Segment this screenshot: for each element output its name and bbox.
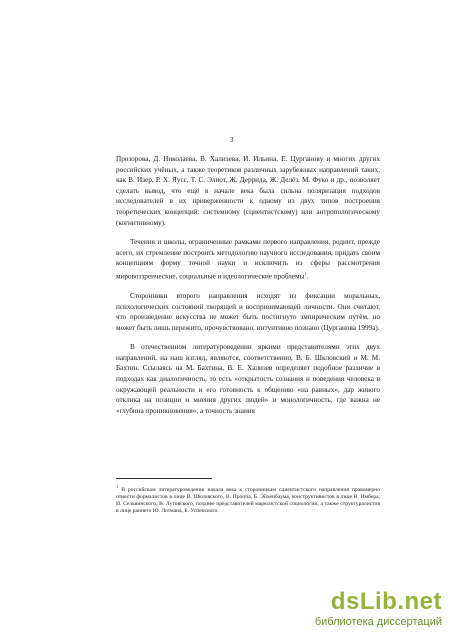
watermark-subtitle: библиотека диссертаций xyxy=(314,616,442,628)
paragraph-2: Течения и школы, ограниченные рамками первого направления, роднит, прежде всего, их стремление построить методологию научного исследования, придать своим концепциям форму точной науки и исключить из сферы рассмотрения мировоззренческие, социальные и идеологические проблемы$^1$. xyxy=(116,238,380,281)
footnote-divider xyxy=(116,478,212,479)
footnote-text: В российском литературоведении начала века к сторонникам сциентистского направления правомерно отнести формалистов в лице В. Шкловского, В. Проппа, Б. Эйхенбаума, конструктивистов в лице В. Имбера, И. Сельвинского, В. Лутовского, позднее представителей марксистской социологии, а также структуралистов в лице раннего Ю. Лотмана, Б. Успенского. xyxy=(116,486,380,515)
paragraph-2-text: Течения и школы, ограниченные рамками первого направления, роднит, прежде всего, их стремление построить методологию научного исследования, придать своим концепциям форму точной науки и исключить из сферы рассмотрения мировоззренческие, социальные и идеологические проблемы xyxy=(116,238,380,281)
watermark-brand: dsLib.net xyxy=(330,588,442,615)
page-number: 3 xyxy=(230,136,234,144)
footnote xyxy=(116,483,380,516)
watermark-logo xyxy=(242,588,442,630)
footnote-marker: 1 xyxy=(116,484,119,489)
paragraph-1: Прозорова, Д. Николаева, В. Хализева, И. Ильина, Е. Цургановy и многих других российских учёных, а также теоретиков различных зарубежных направлений таких, как В. Изер, Р. Х. Яусс, Т. С. Элиот, Ж. Деррида, Ж. Делёз, М. Фуко и др., позволяет сделать вывод, что ещё в начале века была сильна поляризация подходов исследователей в их приверженности к одному из двух типов построения теоретических концепций: системному (сциентистскому) или антропологическому (когнитивному). xyxy=(116,155,380,227)
body-text xyxy=(116,154,380,425)
paragraph-3: Сторонники второго направления исходят из фиксации моральных, психологических состояний творящей и воспринимающей личности. Они считают, что произведение искусства не может быть постигнуто эмпирическим путём, но может быть лишь пережито, прочувствовано, интуитивно познано (Цурганова 1999а). xyxy=(116,291,380,332)
footnote-reference: 1 xyxy=(304,270,307,276)
paragraph-4: В отечественном литературоведении яркими представителями этих двух направлений, на наш взгляд, являются, соответственно, В. Б. Шкловский и М. М. Бахтин. Ссылаясь на М. Бахтина, В. Е. Хализев определяет подобное различие в подходах как диалогичность, то есть «открытость сознания и поведения человека в окружающей реальности и его готовность к общению «на равных», дар живого отклика на позиции и мнения других людей» и монологичность, где важна не «глубина проникновения», а точность знания xyxy=(116,343,380,415)
